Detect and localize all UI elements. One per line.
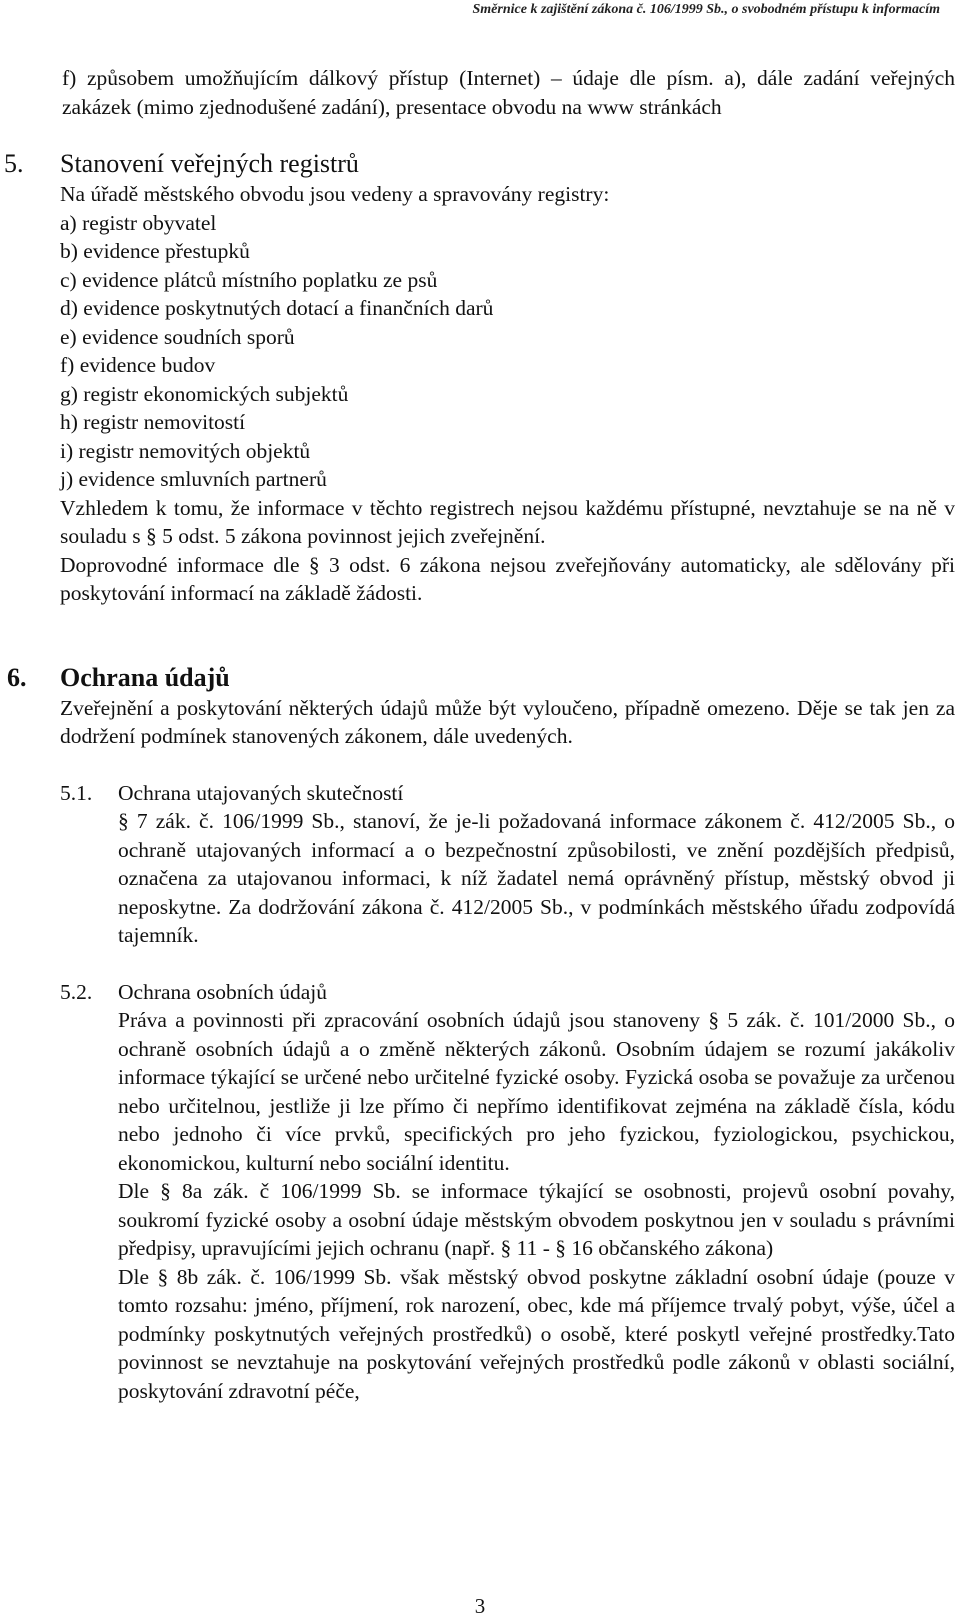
list-item: j) evidence smluvních partnerů [60, 467, 327, 491]
list-item: i) registr nemovitých objektů [60, 438, 311, 463]
section-6-intro: Zveřejnění a poskytování některých údajů může být vyloučeno, případně omezeno. Děje se tak jen za dodržení podmínek stanovených zákonem, dále uvedených. [60, 695, 955, 748]
subsection-5-2-heading [60, 978, 955, 1007]
document-body [4, 64, 955, 1405]
list-item: e) evidence soudních sporů [60, 324, 295, 349]
subsection-5-2-number: 5.2. [60, 979, 93, 1004]
list-item: c) evidence plátců místního poplatku ze psů [60, 267, 438, 292]
section-5-title: Stanovení veřejných registrů [60, 149, 359, 178]
subsection-5-2-title: Ochrana osobních údajů [118, 979, 327, 1004]
list-item: h) registr nemovitostí [60, 410, 246, 434]
list-item: g) registr ekonomických subjektů [60, 381, 349, 406]
list-item: f) evidence budov [60, 353, 216, 377]
intro-item-f: f) způsobem umožňujícím dálkový přístup (Internet) – údaje dle písm. a), dále zadání veřejných zakázek (mimo zjednodušené zadání), presentace obvodu na www stránkách [62, 66, 955, 119]
subsection-5-2-text-2: Dle § 8a zák. č 106/1999 Sb. se informace týkající se osobnosti, projevů osobní povahy, soukromí fyzické osoby a osobní údaje městským obvodem poskytnou jen v souladu s právními předpisy, upravujícími jejich ochranu (např. § 11 - § 16 občanského zákona) [118, 1179, 955, 1260]
registry-list [60, 209, 955, 494]
subsection-5-1-title: Ochrana utajovaných skutečností [118, 780, 404, 805]
section-6-heading [7, 662, 955, 694]
section-6-number: 6. [7, 662, 27, 692]
section-5-heading [4, 148, 955, 180]
list-item: b) evidence přestupků [60, 239, 250, 263]
subsection-5-2-text-3: Dle § 8b zák. č. 106/1999 Sb. však městský obvod poskytne základní osobní údaje (pouze v tomto rozsahu: jméno, příjmení, rok narození, obec, kde má příjemce trvalý pobyt, výše, účel a podmínky poskytnutých veřejných prostředků) o osobě, které poskytl veřejné prostředky.Tato povinnost se nevztahuje na poskytování veřejných prostředků podle zákonů v oblasti sociální, poskytování zdravotní péče, [118, 1264, 955, 1403]
running-header: Směrnice k zajištění zákona č. 106/1999 Sb., o svobodném přístupu k informacím [472, 2, 940, 17]
subsection-5-2-text-1: Práva a povinnosti při zpracování osobních údajů jsou stanoveny § 5 zák. č. 101/2000 Sb., o ochraně osobních údajů a o změně některých zákonů. Osobním údajem se rozumí jakákoliv informace týkající se určené nebo určitelné fyzické osoby. Fyzická osoba se považuje za určenou nebo určitelnou, jestliže ji lze přímo či nepřímo identifikovat zejména na základě čísla, kódu nebo jednoho či více prvků, specifických pro jeho fyzickou, fyziologickou, psychickou, ekonomickou, kulturní nebo sociální identitu. [118, 1008, 955, 1175]
list-item: a) registr obyvatel [60, 210, 217, 235]
subsection-5-1-number: 5.1. [60, 780, 93, 805]
section-5-lead: Na úřadě městského obvodu jsou vedeny a spravovány registry: [60, 182, 610, 206]
list-item: d) evidence poskytnutých dotací a finančních darů [60, 296, 494, 320]
subsection-5-1-heading [60, 779, 955, 808]
page-number: 3 [474, 1594, 486, 1618]
section-5-paragraph-1: Vzhledem k tomu, že informace v těchto registrech nejsou každému přístupné, nevztahuje se na ně v souladu s § 5 odst. 5 zákona povinnost jejich zveřejnění. [60, 495, 955, 548]
subsection-5-1-text: § 7 zák. č. 106/1999 Sb., stanoví, že je-li požadovaná informace zákonem č. 412/2005 Sb., o ochraně utajovaných informací a o bezpečnostní způsobilosti, ve znění pozdějších předpisů, označena za utajovanou informaci, k níž žadatel nemá oprávněný přístup, městský obvod ji neposkytne. Za dodržování zákona č. 412/2005 Sb., v podmínkách městského úřadu zodpovídá tajemník. [118, 809, 955, 947]
section-6-title: Ochrana údajů [60, 662, 230, 692]
section-5-number: 5. [4, 149, 24, 178]
section-5-paragraph-2: Doprovodné informace dle § 3 odst. 6 zákona nejsou zveřejňovány automaticky, ale sdělovány při poskytování informací na základě žádosti. [60, 552, 955, 605]
